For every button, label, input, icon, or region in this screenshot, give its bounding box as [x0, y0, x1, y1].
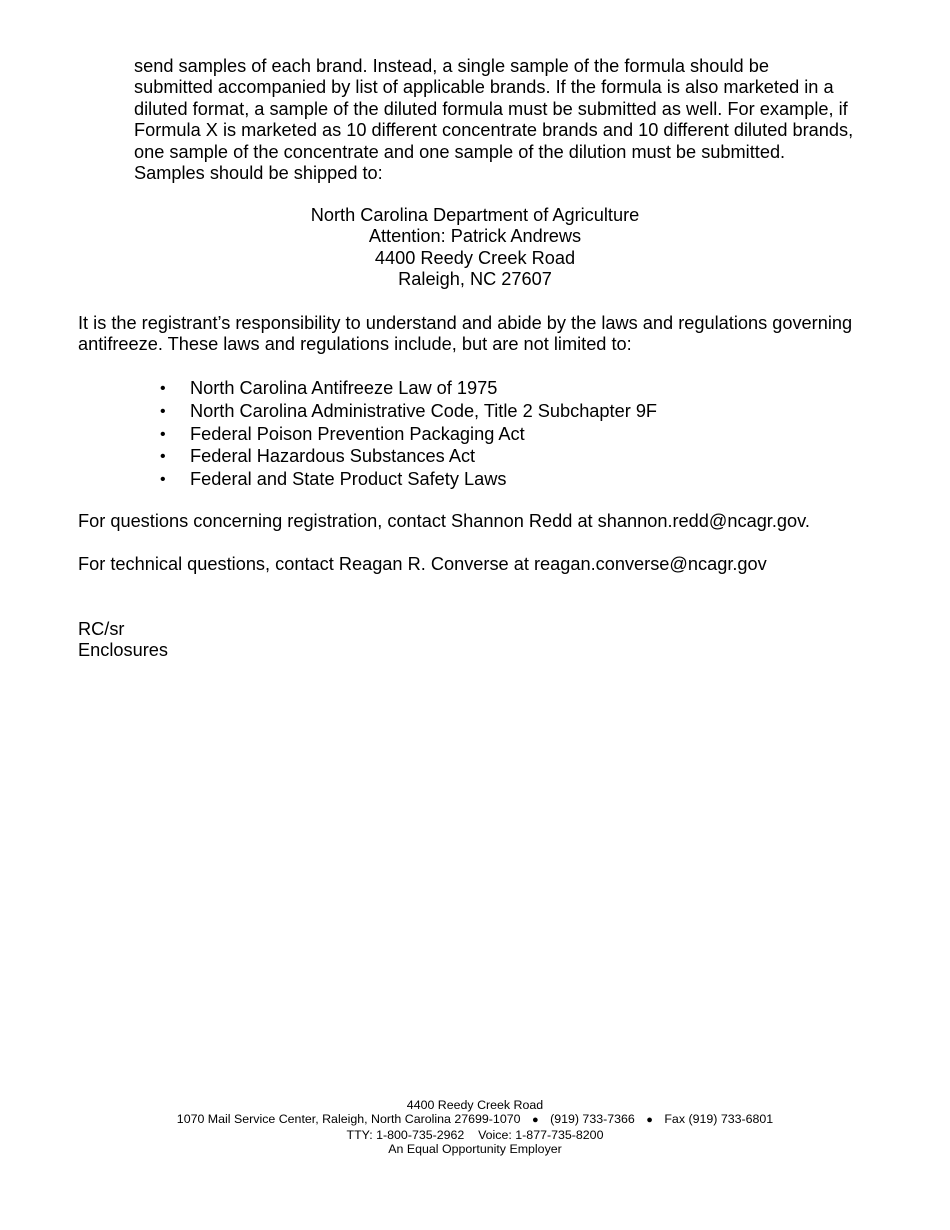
responsibility-paragraph — [78, 313, 898, 356]
law-item-label: Federal Hazardous Substances Act — [190, 446, 476, 467]
shipping-address — [0, 205, 950, 291]
intro-paragraph — [134, 56, 894, 184]
bullet-icon: • — [160, 425, 166, 443]
footer-mail-center: 1070 Mail Service Center, Raleigh, North Carolina 27699-1070 — [176, 1112, 521, 1127]
registration-contact — [78, 511, 898, 532]
footer-fax: Fax (919) 733-6801 — [664, 1112, 774, 1127]
address-organization: North Carolina Department of Agriculture — [310, 205, 640, 225]
separator-dot-icon: ● — [646, 1114, 653, 1127]
intro-line: one sample of the concentrate and one sample of the dilution must be submitted. — [134, 141, 786, 162]
laws-list — [160, 378, 860, 492]
technical-contact-text: For technical questions, contact Reagan R. Converse at reagan.converse@ncagr.gov — [78, 554, 767, 574]
list-item — [160, 446, 860, 469]
bullet-icon: • — [160, 471, 166, 489]
law-item-label: Federal and State Product Safety Laws — [190, 469, 507, 490]
intro-line: send samples of each brand. Instead, a single sample of the formula should be — [134, 56, 769, 76]
bullet-icon: • — [160, 402, 166, 420]
footer-eoe: An Equal Opportunity Employer — [388, 1142, 562, 1157]
law-item-label: Federal Poison Prevention Packaging Act — [190, 423, 525, 444]
enclosures-note: Enclosures — [78, 640, 168, 661]
technical-contact — [78, 554, 898, 575]
separator-dot-icon: ● — [531, 1114, 539, 1127]
law-item-label: North Carolina Administrative Code, Title 2 Subchapter 9F — [190, 400, 658, 421]
closing-block — [78, 619, 168, 662]
footer-street: 4400 Reedy Creek Road — [406, 1098, 544, 1112]
list-item — [160, 401, 860, 424]
bullet-icon: • — [160, 380, 166, 397]
intro-line: submitted accompanied by list of applicable brands. If the formula is also marketed in a — [134, 77, 834, 98]
registration-contact-text: For questions concerning registration, contact Shannon Redd at shannon.redd@ncagr.gov. — [78, 511, 810, 531]
address-city-state-zip: Raleigh, NC 27607 — [398, 269, 552, 290]
list-item — [160, 378, 860, 401]
footer-phone: (919) 733-7366 — [550, 1112, 635, 1127]
responsibility-line: antifreeze. These laws and regulations include, but are not limited to: — [78, 334, 632, 355]
list-item — [160, 469, 860, 492]
responsibility-line: It is the registrant’s responsibility to understand and abide by the laws and regulations governing — [78, 313, 853, 333]
address-attention: Attention: Patrick Andrews — [368, 226, 582, 247]
intro-line: Samples should be shipped to: — [134, 163, 383, 184]
intro-line: Formula X is marketed as 10 different concentrate brands and 10 different diluted brands, — [134, 120, 854, 141]
address-street: 4400 Reedy Creek Road — [374, 247, 576, 268]
footer-contact-line — [0, 1112, 950, 1127]
intro-line: diluted format, a sample of the diluted formula must be submitted as well. For example, if — [134, 98, 848, 119]
bullet-icon: • — [160, 448, 166, 466]
law-item-label: North Carolina Antifreeze Law of 1975 — [190, 378, 498, 398]
list-item — [160, 424, 860, 447]
typist-initials: RC/sr — [78, 619, 125, 639]
letterhead-footer — [0, 1098, 950, 1157]
footer-tty-voice: TTY: 1-800-735-2962 Voice: 1-877-735-8200 — [346, 1127, 604, 1142]
